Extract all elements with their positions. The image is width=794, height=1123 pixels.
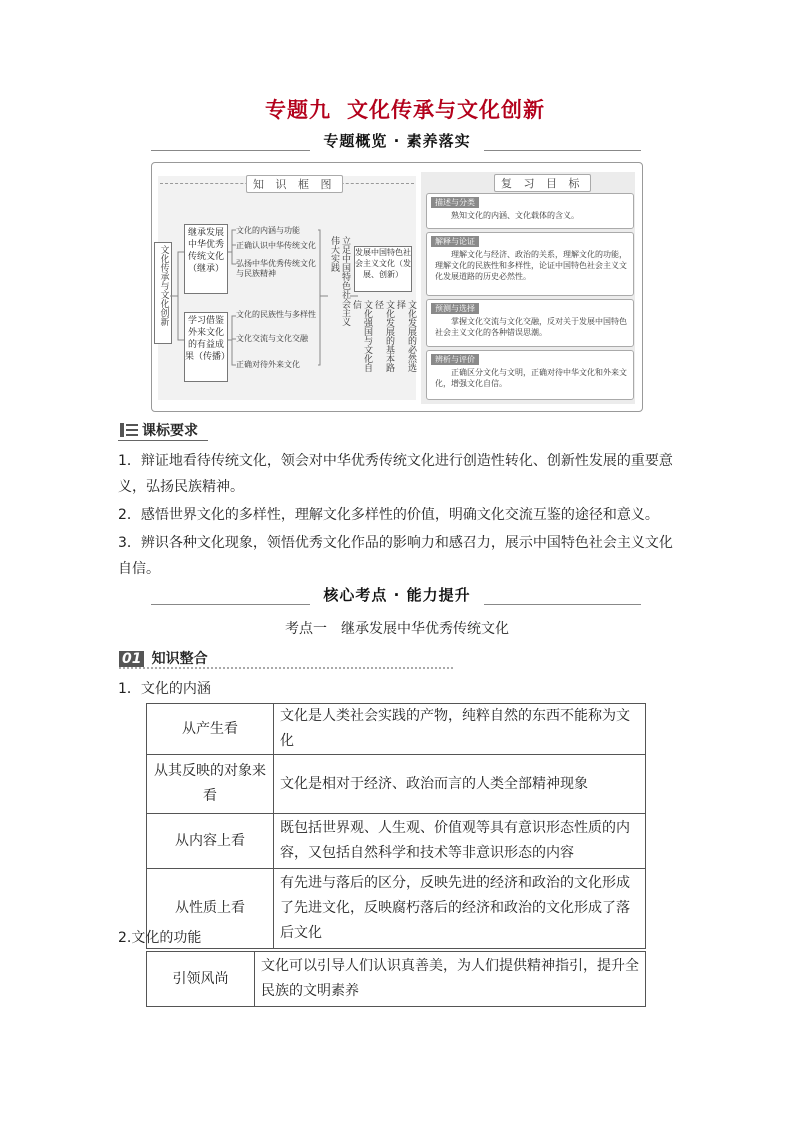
framework-root: 文化传承与文化创新: [154, 242, 172, 344]
framework-item: 弘扬中华优秀传统文化与民族精神: [236, 259, 316, 278]
table-cell: 文化可以引导人们认识真善美，为人们提供精神指引，提升全民族的文明素养: [255, 952, 646, 1007]
goal-text: 熟知文化的内涵、文化载体的含义。: [451, 211, 579, 220]
framework-item: 文化的内涵与功能: [236, 226, 300, 235]
divider: [119, 667, 453, 669]
goal-text: 理解文化与经济、政治的关系，理解文化的功能，理解文化的民族性和多样性，论证中国特色社会主义文化发展道路的历史必然性。: [435, 250, 627, 281]
framework-column: 文化发展的基本路径: [373, 300, 394, 372]
table-cell: 从性质上看: [147, 869, 274, 949]
table-cell: 文化是人类社会实践的产物，纯粹自然的东西不能称为文化: [274, 704, 646, 755]
goal-card: [426, 299, 634, 347]
framework-item: 正确认识中华传统文化: [236, 241, 316, 250]
subheading: 1．文化的内涵: [118, 681, 211, 697]
table-cell: 从其反映的对象来看: [147, 755, 274, 814]
table-cell: 有先进与落后的区分，反映先进的经济和政治的文化形成了先进文化，反映腐朽落后的经济和政治的文化形成了落后文化: [274, 869, 646, 949]
branch-learn: 学习借鉴外来文化的有益成果（传播）: [184, 312, 228, 382]
core-banner: 核心考点 · 能力提升: [310, 584, 484, 605]
framework-column: 文化强国与文化自信: [351, 300, 372, 372]
goal-tag: 描述与分类: [431, 197, 479, 208]
branch-inherit: 继承发展中华优秀传统文化（继承）: [184, 224, 228, 294]
table-cell: 从产生看: [147, 704, 274, 755]
culture-meaning-table: [146, 703, 646, 949]
section-title: 知识整合: [151, 651, 208, 667]
exam-point: 考点一 继承发展中华优秀传统文化: [285, 621, 509, 637]
table-row: [147, 869, 646, 949]
goal-text: 掌握文化交流与文化交融，反对关于发展中国特色社会主义文化的各种错误思潮。: [435, 317, 627, 337]
framework-item: 正确对待外来文化: [236, 360, 300, 369]
goal-text: 正确区分文化与文明，正确对待中华文化和外来文化，增强文化自信。: [435, 368, 627, 388]
framework-center: 立足中国特色社会主义伟大实践: [329, 236, 350, 326]
requirements-heading: 课标要求: [142, 423, 198, 439]
framework-heading: 知 识 框 图: [246, 175, 343, 193]
requirement-item: 2．感悟世界文化的多样性，理解文化多样性的价值，明确文化交流互鉴的途径和意义。: [118, 507, 659, 523]
table-cell: 既包括世界观、人生观、价值观等具有意识形态性质的内容，又包括自然科学和技术等非意识形态的内容: [274, 814, 646, 869]
framework-item: 文化的民族性与多样性: [236, 310, 316, 319]
goal-tag: 辨析与评价: [431, 354, 479, 365]
divider: [118, 440, 208, 441]
culture-function-table: [146, 951, 646, 1007]
goal-card: [426, 232, 634, 296]
chapter-title: 文化传承与文化创新: [347, 98, 545, 122]
framework-item: 文化交流与文化交融: [236, 334, 308, 343]
goal-card: [426, 193, 634, 229]
requirement-item: 3．辨识各种文化现象，领悟优秀文化作品的影响力和感召力，展示中国特色社会主义文化自信。: [118, 535, 673, 577]
chapter-number: 专题九: [265, 98, 331, 122]
table-cell: 从内容上看: [147, 814, 274, 869]
requirement-item: 1．辩证地看待传统文化，领会对中华优秀传统文化进行创造性转化、创新性发展的重要意义，弘扬民族精神。: [118, 453, 673, 495]
table-cell: 引领风尚: [147, 952, 255, 1007]
page-title: [0, 94, 794, 124]
goal-tag: 解释与论证: [431, 236, 479, 247]
review-goals-heading: 复 习 目 标: [494, 174, 591, 192]
framework-develop: 发展中国特色社会主义文化（发展、创新）: [354, 246, 412, 292]
table-row: [147, 704, 646, 755]
framework-column: 文化发展的必然选择: [395, 300, 416, 372]
goal-tag: 预测与选择: [431, 303, 479, 314]
goal-card: [426, 350, 634, 400]
section-number: 01: [119, 651, 144, 667]
table-row: [147, 755, 646, 814]
table-row: [147, 814, 646, 869]
list-icon: [120, 422, 138, 436]
overview-banner: 专题概览 · 素养落实: [310, 130, 484, 151]
table-cell: 文化是相对于经济、政治而言的人类全部精神现象: [274, 755, 646, 814]
subheading: 2.文化的功能: [118, 930, 202, 946]
table-row: [147, 952, 646, 1007]
section-heading: [119, 648, 208, 668]
